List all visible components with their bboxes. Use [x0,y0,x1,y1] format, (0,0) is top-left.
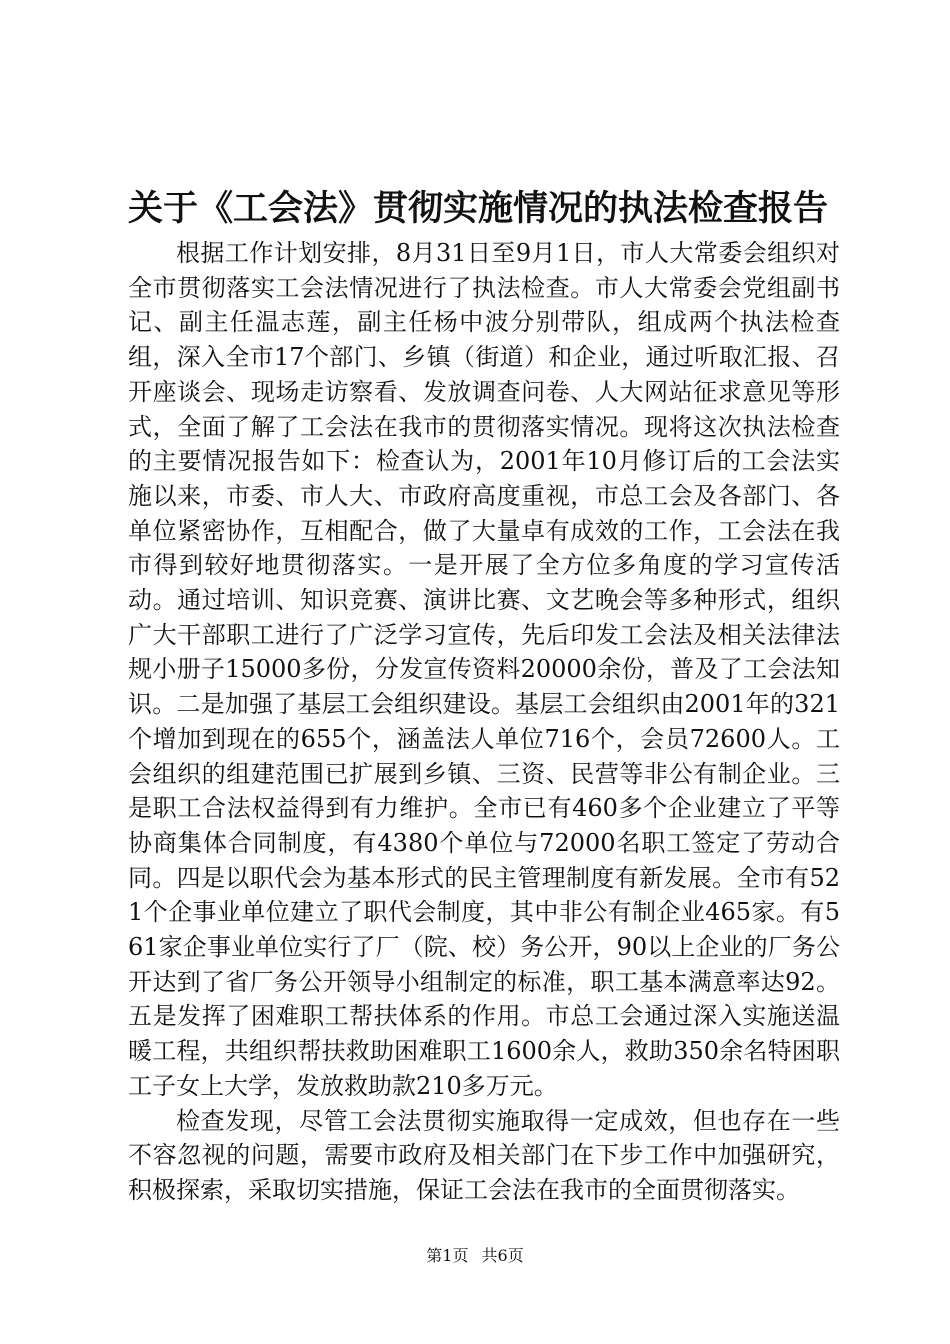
paragraph-1: 根据工作计划安排，8月31日至9月1日，市人大常委会组织对全市贯彻落实工会法情况进行了执法检查。市人大常委会党组副书记、副主任温志莲，副主任杨中波分别带队，组成两个执法检查组，深入全市17个部门、乡镇（街道）和企业，通过听取汇报、召开座谈会、现场走访察看、发放调查问卷、人大网站征求意见等形式，全面了解了工会法在我市的贯彻落实情况。现将这次执法检查的主要情况报告如下：检查认为，2001年10月修订后的工会法实施以来，市委、市人大、市政府高度重视，市总工会及各部门、各单位紧密协作，互相配合，做了大量卓有成效的工作，工会法在我市得到较好地贯彻落实。一是开展了全方位多角度的学习宣传活动。通过培训、知识竞赛、演讲比赛、文艺晚会等多种形式，组织广大干部职工进行了广泛学习宣传，先后印发工会法及相关法律法规小册子15000多份，分发宣传资料20000余份，普及了工会法知识。二是加强了基层工会组织建设。基层工会组织由2001年的321个增加到现在的655个，涵盖法人单位716个，会员72600人。工会组织的组建范围已扩展到乡镇、三资、民营等非公有制企业。三是职工合法权益得到有力维护。全市已有460多个企业建立了平等协商集体合同制度，有4380个单位与72000名职工签定了劳动合同。四是以职代会为基本形式的民主管理制度有新发展。全市有521个企事业单位建立了职代会制度，其中非公有制企业465家。有561家企事业单位实行了厂（院、校）务公开，90以上企业的厂务公开达到了省厂务公开领导小组制定的标准，职工基本满意率达92。五是发挥了困难职工帮扶体系的作用。市总工会通过深入实施送温暖工程，共组织帮扶救助困难职工1600余人，救助350余名特困职工子女上大学，发放救助款210多万元。 [128,239,840,1100]
page-footer [0,1246,950,1266]
document-body [128,236,840,1208]
page-number-total: 共6页 [481,1246,524,1265]
document-title: 关于《工会法》贯彻实施情况的执法检查报告 [128,188,829,229]
page-number-current: 第1页 [426,1246,469,1265]
paragraph-2: 检查发现，尽管工会法贯彻实施取得一定成效，但也存在一些不容忽视的问题，需要市政府及相关部门在下步工作中加强研究，积极探索，采取切实措施，保证工会法在我市的全面贯彻落实。 [128,1106,840,1204]
